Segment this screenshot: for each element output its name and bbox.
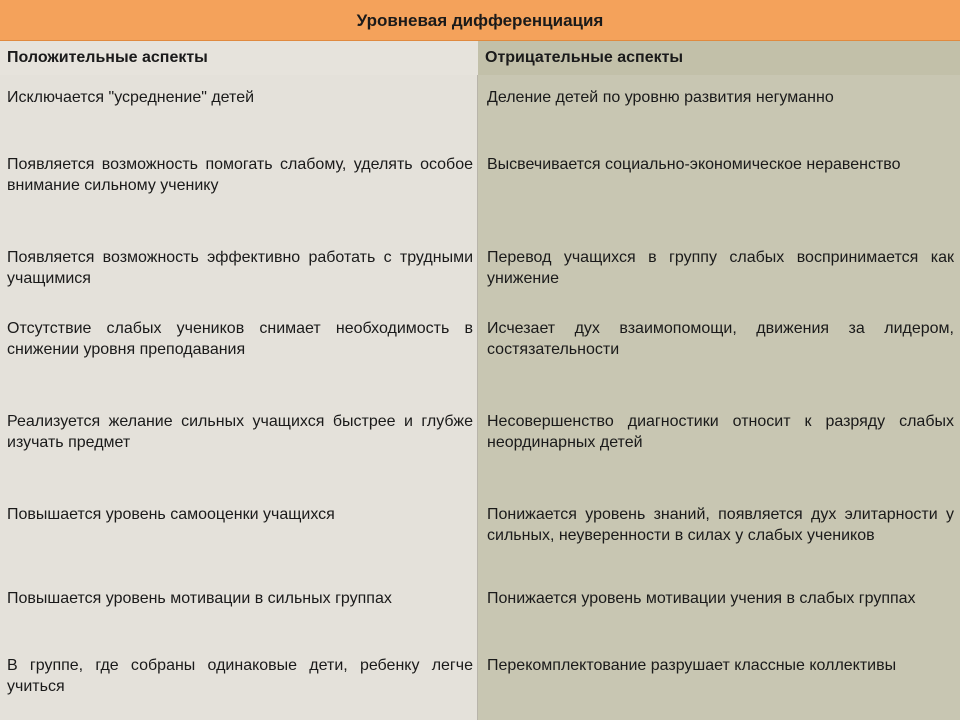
positive-cell-3: Появляется возможность эффективно работать с трудными учащимися <box>7 249 473 287</box>
negative-cell-2: Высвечивается социально-экономическое неравенство <box>487 156 901 173</box>
table-title: Уровневая дифференциация <box>0 0 960 41</box>
positive-cell-4: Отсутствие слабых учеников снимает необходимость в снижении уровня преподавания <box>7 320 473 358</box>
positive-cell-5: Реализуется желание сильных учащихся быстрее и глубже изучать предмет <box>7 413 473 451</box>
negative-cell-4: Исчезает дух взаимопомощи, движения за лидером, состязательности <box>487 320 954 358</box>
positive-cell-8: В группе, где собраны одинаковые дети, ребенку легче учиться <box>7 657 473 695</box>
negative-cell-5: Несовершенство диагностики относит к разряду слабых неординарных детей <box>487 413 954 451</box>
negative-header: Отрицательные аспекты <box>478 41 960 75</box>
positive-cell-6: Повышается уровень самооценки учащихся <box>7 506 335 523</box>
positive-cell-7: Повышается уровень мотивации в сильных группах <box>7 590 392 607</box>
positive-header: Положительные аспекты <box>0 41 478 75</box>
positive-cell-2: Появляется возможность помогать слабому, уделять особое внимание сильному ученику <box>7 156 473 194</box>
negative-column <box>478 41 960 720</box>
negative-cell-1: Деление детей по уровню развития негуманно <box>487 89 834 106</box>
negative-cell-3: Перевод учащихся в группу слабых воспринимается как унижение <box>487 249 954 287</box>
negative-cell-8: Перекомплектование разрушает классные коллективы <box>487 657 897 674</box>
negative-cell-6: Понижается уровень знаний, появляется дух элитарности у сильных, неуверенности в силах у слабых учеников <box>487 506 954 544</box>
positive-cell-1: Исключается "усреднение" детей <box>7 89 255 106</box>
negative-cell-7: Понижается уровень мотивации учения в слабых группах <box>487 590 916 607</box>
positive-column <box>0 41 478 720</box>
comparison-table <box>0 41 960 720</box>
